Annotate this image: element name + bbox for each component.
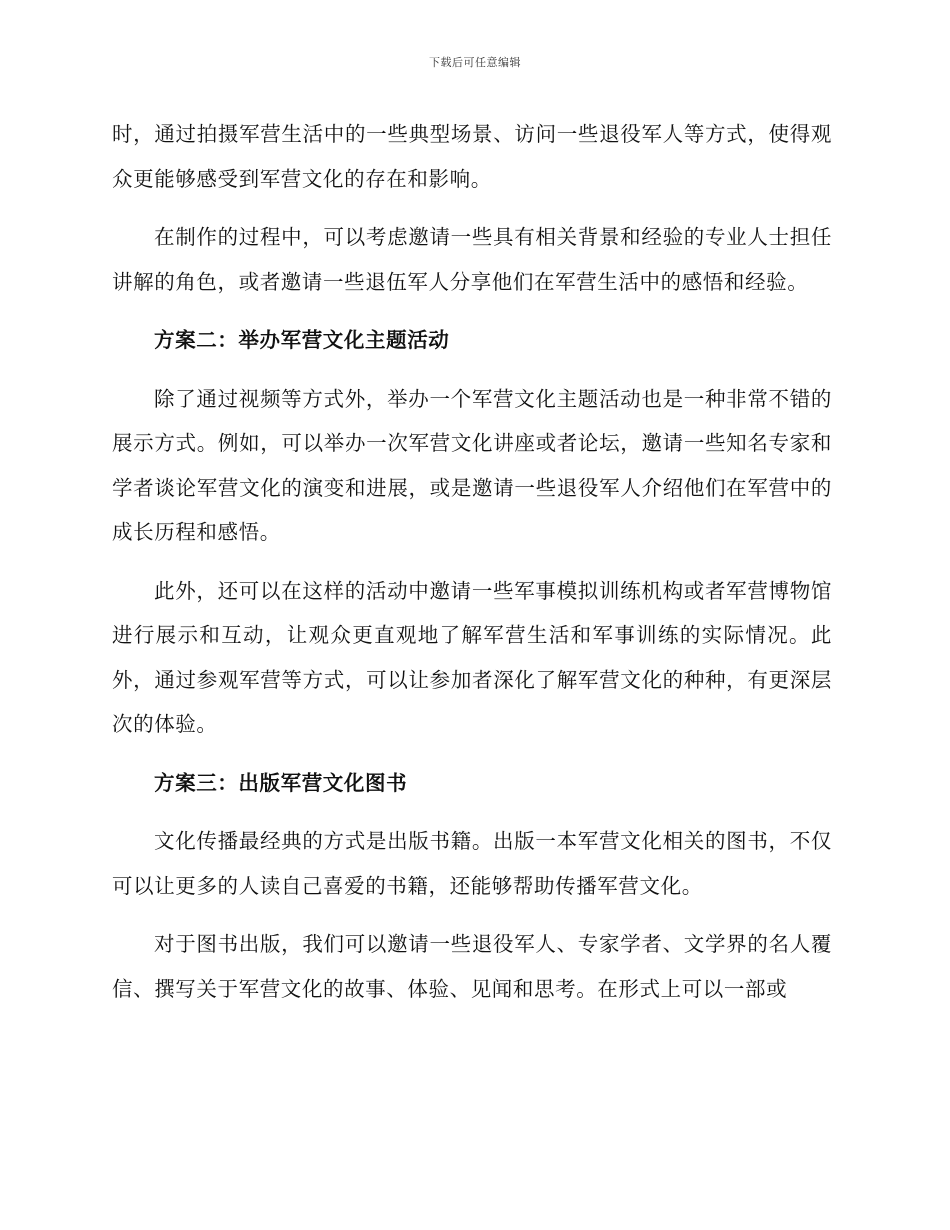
paragraph-museum-interaction: 此外，还可以在这样的活动中邀请一些军事模拟训练机构或者军营博物馆进行展示和互动，让观众更直观地了解军营生活和军事训练的实际情况。此外，通过参观军营等方式，可以让参加者深化了解军营文化的种种，有更深层次的体验。 bbox=[112, 578, 832, 736]
page-header: 下载后可任意编辑 bbox=[429, 56, 521, 69]
paragraph-theme-activity: 除了通过视频等方式外，举办一个军营文化主题活动也是一种非常不错的展示方式。例如，可以举办一次军营文化讲座或者论坛，邀请一些知名专家和学者谈论军营文化的演变和进展，或是邀请一些退役军人介绍他们在军营中的成长历程和感悟。 bbox=[112, 386, 832, 544]
paragraph-book-publishing: 文化传播最经典的方式是出版书籍。出版一本军营文化相关的图书，不仅可以让更多的人读自己喜爱的书籍，还能够帮助传播军营文化。 bbox=[112, 829, 832, 898]
paragraph-production: 在制作的过程中，可以考虑邀请一些具有相关背景和经验的专业人士担任讲解的角色，或者邀请一些退伍军人分享他们在军营生活中的感悟和经验。 bbox=[112, 225, 832, 294]
section-heading-plan-three: 方案三：出版军营文化图书 bbox=[154, 770, 408, 795]
section-heading-plan-two: 方案二：举办军营文化主题活动 bbox=[154, 328, 450, 352]
paragraph-continuation: 时，通过拍摄军营生活中的一些典型场景、访问一些退役军人等方式，使得观众更能够感受到军营文化的存在和影响。 bbox=[112, 122, 832, 191]
document-body bbox=[112, 112, 832, 1025]
paragraph-book-authors: 对于图书出版，我们可以邀请一些退役军人、专家学者、文学界的名人覆信、撰写关于军营文化的故事、体验、见闻和思考。在形式上可以一部或 bbox=[112, 932, 832, 1001]
